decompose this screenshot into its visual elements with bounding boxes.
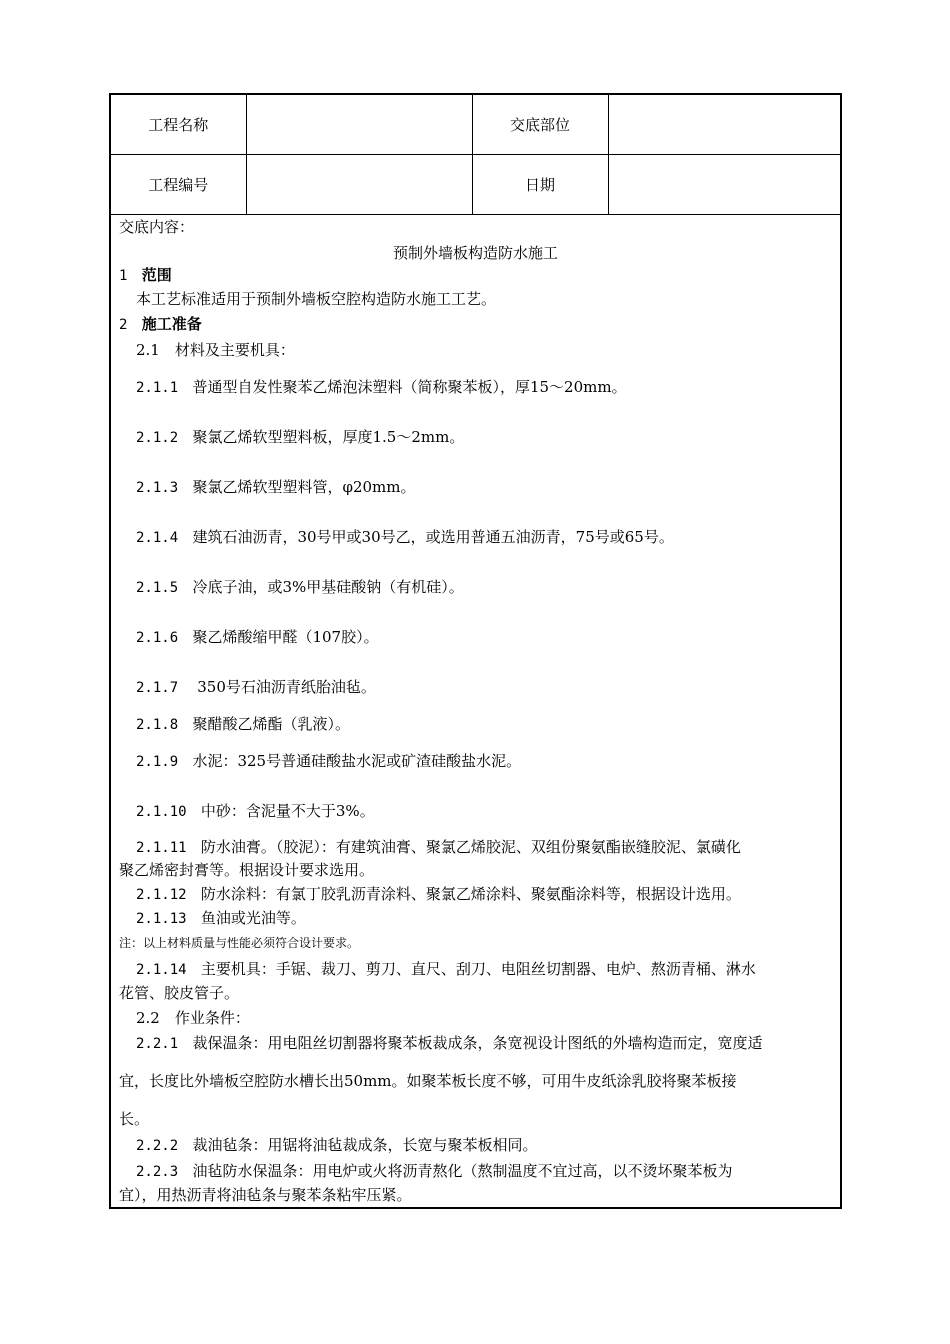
item-2-2-1-cont-1: 宜，长度比外墙板空腔防水槽长出50mm。如聚苯板长度不够，可用牛皮纸涂乳胶将聚苯板接 [119, 1072, 737, 1090]
project-no-label: 工程编号 [111, 155, 246, 215]
item-2-2-2: 2.2.2 裁油毡条：用锯将油毡裁成条，长宽与聚苯板相同。 [136, 1136, 538, 1154]
date-value [608, 155, 840, 215]
document-title: 预制外墙板构造防水施工 [392, 244, 558, 262]
section-1-text: 本工艺标准适用于预制外墙板空腔构造防水施工工艺。 [136, 290, 497, 308]
item-2-1-1: 2.1.1 普通型自发性聚苯乙烯泡沫塑料（简称聚苯板），厚15～20mm。 [136, 378, 627, 396]
handover-part-label: 交底部位 [472, 95, 608, 155]
item-2-1-14-cont: 花管、胶皮管子。 [119, 984, 240, 1002]
item-2-2-3-cont: 宜），用热沥青将油毡条与聚苯条粘牢压紧。 [119, 1186, 412, 1204]
item-2-1-11: 2.1.11 防水油膏。（胶泥）：有建筑油膏、聚氯乙烯胶泥、双组份聚氨酯嵌缝胶泥、氯磺化 [136, 838, 741, 856]
item-2-1-3: 2.1.3 聚氯乙烯软型塑料管，φ20mm。 [136, 478, 416, 496]
subsection-2-2: 2.2 作业条件： [136, 1009, 250, 1027]
item-2-1-2: 2.1.2 聚氯乙烯软型塑料板，厚度1.5～2mm。 [136, 428, 465, 446]
project-no-value [246, 155, 472, 215]
item-2-2-1: 2.2.1 裁保温条：用电阻丝切割器将聚苯板裁成条，条宽视设计图纸的外墙构造而定，宽度适 [136, 1034, 763, 1052]
item-2-1-8: 2.1.8 聚醋酸乙烯酯（乳液）。 [136, 715, 350, 733]
item-2-1-14: 2.1.14 主要机具：手锯、裁刀、剪刀、直尺、刮刀、电阻丝切割器、电炉、熬沥青桶、淋水 [136, 960, 756, 978]
section-1-heading: 1 范围 [119, 266, 172, 284]
subsection-2-1: 2.1 材料及主要机具： [136, 341, 295, 359]
item-2-1-13: 2.1.13 鱼油或光油等。 [136, 909, 306, 927]
content-intro: 交底内容： [119, 218, 195, 236]
project-name-label: 工程名称 [111, 95, 246, 155]
item-2-1-7: 2.1.7 350号石油沥青纸胎油毡。 [136, 678, 376, 696]
header-row-1 [111, 95, 840, 155]
handover-form [109, 93, 842, 1209]
header-row-2 [111, 155, 840, 215]
handover-part-value [608, 95, 840, 155]
item-2-2-1-cont-2: 长。 [119, 1110, 150, 1128]
item-2-1-10: 2.1.10 中砂：含泥量不大于3%。 [136, 802, 375, 820]
item-2-1-9: 2.1.9 水泥：325号普通硅酸盐水泥或矿渣硅酸盐水泥。 [136, 752, 522, 770]
item-2-1-11-cont: 聚乙烯密封膏等。根据设计要求选用。 [119, 861, 375, 879]
item-2-1-12: 2.1.12 防水涂料：有氯丁胶乳沥青涂料、聚氯乙烯涂料、聚氨酯涂料等，根据设计选用。 [136, 885, 741, 903]
date-label: 日期 [472, 155, 608, 215]
item-2-1-6: 2.1.6 聚乙烯酸缩甲醛（107胶）。 [136, 628, 379, 646]
item-2-1-5: 2.1.5 冷底子油，或3%甲基硅酸钠（有机硅）。 [136, 578, 464, 596]
section-2-heading: 2 施工准备 [119, 315, 202, 333]
item-2-1-4: 2.1.4 建筑石油沥青，30号甲或30号乙，或选用普通五油沥青，75号或65号。 [136, 528, 674, 546]
materials-note: 注：以上材料质量与性能必须符合设计要求。 [119, 936, 360, 950]
project-name-value [246, 95, 472, 155]
item-2-2-3: 2.2.3 油毡防水保温条：用电炉或火将沥青熬化（熬制温度不宜过高，以不烫坏聚苯板为 [136, 1162, 733, 1180]
header-table [111, 95, 840, 215]
